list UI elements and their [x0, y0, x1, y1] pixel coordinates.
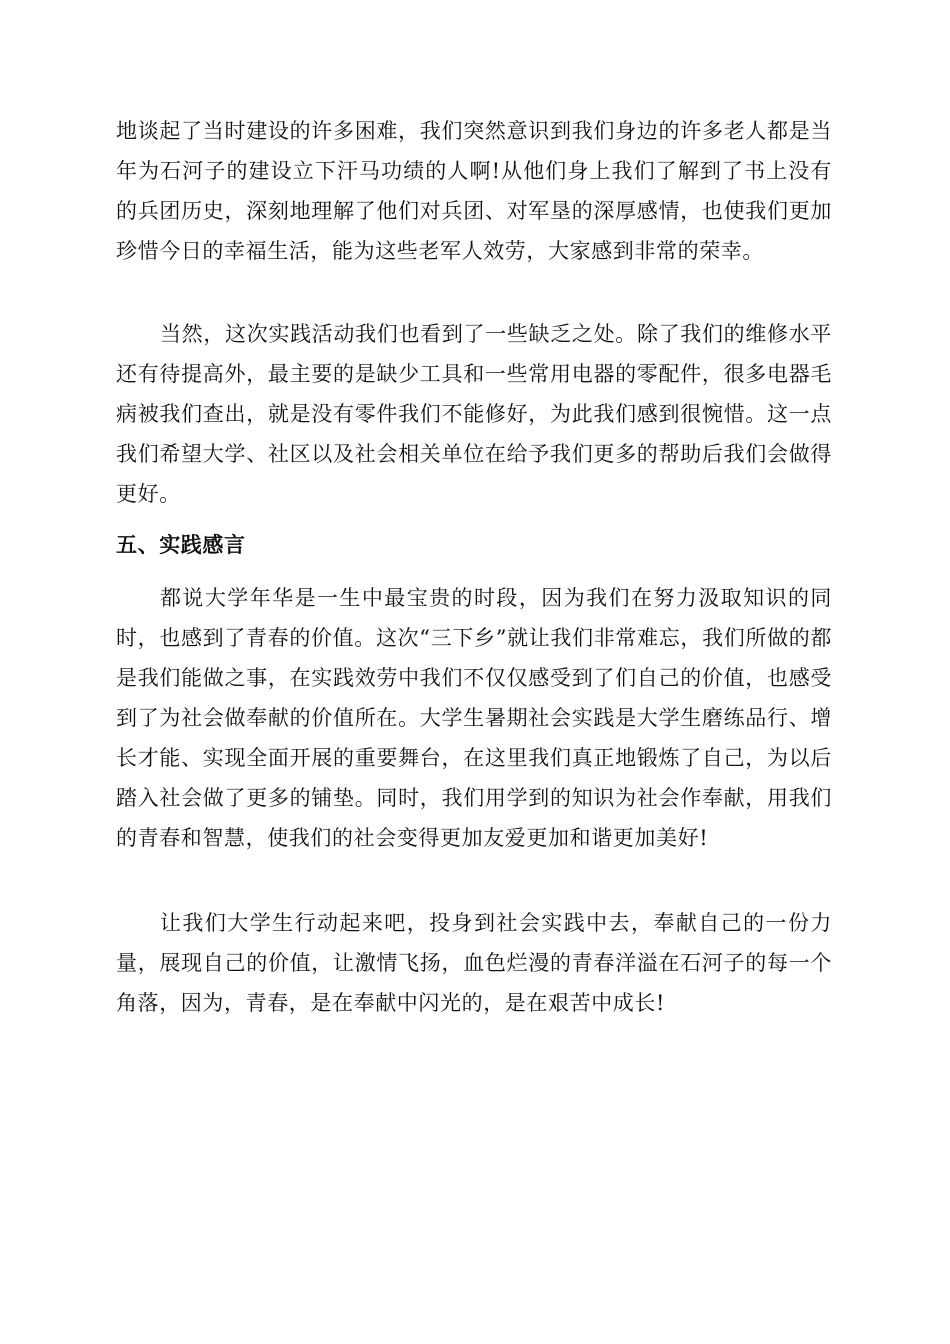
section-heading-practice-reflections: 五、实践感言: [116, 532, 246, 557]
paragraph-shortcomings: 当然，这次实践活动我们也看到了一些缺乏之处。除了我们的维修水平还有待提高外，最主要的是缺少工具和一些常用电器的零配件，很多电器毛病被我们查出，就是没有零件我们不能修好，为此我们感到很惋惜。这一点我们希望大学、社区以及社会相关单位在给予我们更多的帮助后我们会做得更好。: [116, 322, 832, 506]
paragraph-call-to-action: 让我们大学生行动起来吧，投身到社会实践中去，奉献自己的一份力量，展现自己的价值，让激情飞扬，血色烂漫的青春洋溢在石河子的每一个角落，因为，青春，是在奉献中闪光的，是在艰苦中成长!: [116, 911, 832, 1015]
paragraph-continued-veterans: 地谈起了当时建设的许多困难，我们突然意识到我们身边的许多老人都是当年为石河子的建设立下汗马功绩的人啊!从他们身上我们了解到了书上没有的兵团历史，深刻地理解了他们对兵团、对军垦的深厚感情，也使我们更加珍惜今日的幸福生活，能为这些老军人效劳，大家感到非常的荣幸。: [116, 119, 832, 263]
paragraph-college-years: 都说大学年华是一生中最宝贵的时段，因为我们在努力汲取知识的同时，也感到了青春的价值。这次“三下乡”就让我们非常难忘，我们所做的都是我们能做之事，在实践效劳中我们不仅仅感受到了们自己的价值，也感受到了为社会做奉献的价值所在。大学生暑期社会实践是大学生磨练品行、增长才能、实现全面开展的重要舞台，在这里我们真正地锻炼了自己，为以后踏入社会做了更多的铺垫。同时，我们用学到的知识为社会作奉献，用我们的青春和智慧，使我们的社会变得更加友爱更加和谐更加美好!: [116, 586, 832, 850]
